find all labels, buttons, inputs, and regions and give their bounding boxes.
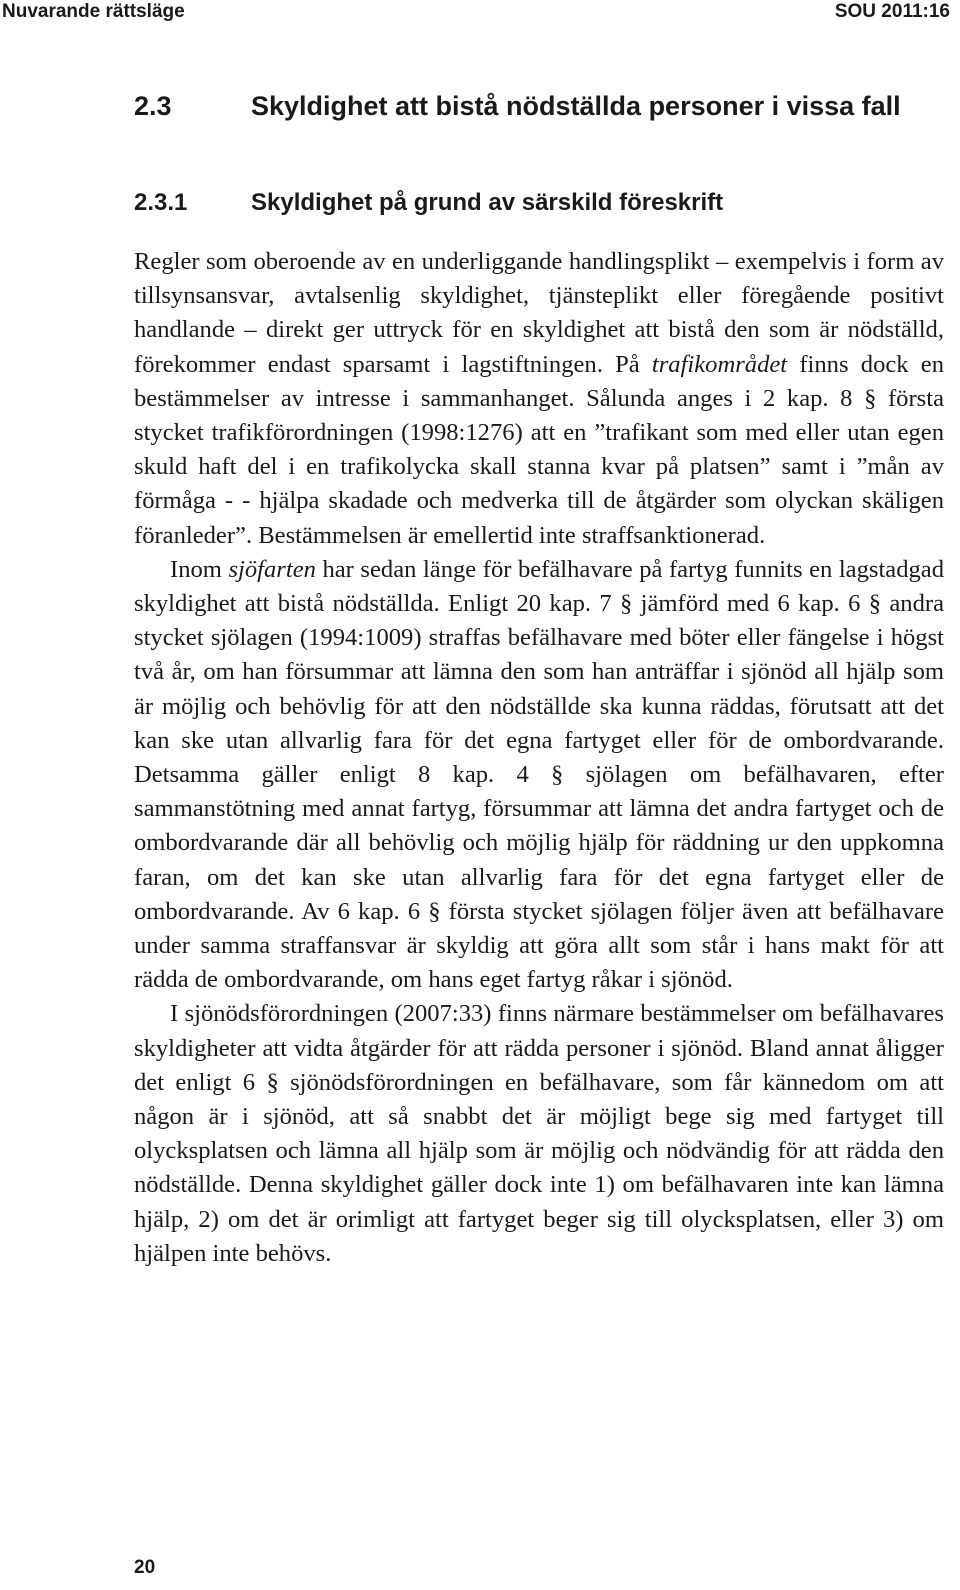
paragraph-2 (134, 553, 944, 998)
paragraph-1-part-b: finns dock en bestämmelser av intresse i sammanhanget. Sålunda anges i 2 kap. 8 § första stycket trafikförordningen (1998:1276) att en ”trafikant som med eller utan egen skuld haft del i en trafikolycka skall stanna kvar på platsen” samt i ”mån av förmåga - - hjälpa skadade och medverka till de åtgärder som olyckan skäligen föranleder”. Bestämmelsen är emellertid inte straffsanktionerad. (134, 350, 944, 549)
paragraph-3: I sjönödsförordningen (2007:33) finns närmare bestämmelser om befälhavares skyldigheter att vidta åtgärder för att rädda personer i sjönöd. Bland annat åligger det enligt 6 § sjönödsförordningen en befälhavare, som får kännedom om att någon är i sjönöd, att så snabbt det är möjligt bege sig med fartyget till olycksplatsen och lämna all hjälp som är möjlig och nödvändig för att rädda den nödställde. Denna skyldighet gäller dock inte 1) om befälhavaren inte kan lämna hjälp, 2) om det är orimligt att fartyget beger sig till olycksplatsen, eller 3) om hjälpen inte behövs. (134, 1000, 944, 1267)
paragraph-1-part-a: Regler som oberoende av en underliggande handlingsplikt – exempelvis i form av tillsynsansvar, avtalsenlig skyldighet, tjänsteplikt eller föregående positivt handlande – direkt ger uttryck för en skyldighet att bistå den som är nödställd, förekommer endast sparsamt i lagstiftningen. På (134, 248, 944, 378)
chapter-title: Nuvarande rättsläge (2, 1, 185, 22)
paragraph-2-part-a: Inom (170, 555, 229, 583)
paragraph-1 (134, 245, 944, 553)
body-text (134, 245, 944, 1271)
subsection-number: 2.3.1 (134, 189, 188, 216)
page-number: 20 (134, 1557, 156, 1578)
running-header (0, 0, 960, 24)
section-number: 2.3 (134, 91, 172, 121)
paragraph-1-emphasis: trafikområdet (651, 350, 788, 378)
subsection-title: Skyldighet på grund av särskild föreskrift (251, 189, 724, 216)
section-title: Skyldighet att bistå nödställda personer i vissa fall (251, 91, 901, 121)
document-reference: SOU 2011:16 (834, 1, 950, 22)
paragraph-2-part-b: har sedan länge för befälhavare på fartyg funnits en lagstadgad skyldighet att bistå nödställda. Enligt 20 kap. 7 § jämförd med 6 kap. 6 § andra stycket sjölagen (1994:1009) straffas befälhavare med böter eller fängelse i högst två år, om han försummar att lämna den som han anträffar i sjönöd all hjälp som är möjlig och behövlig för att den nödställde ska kunna räddas, förutsatt att det kan ske utan allvarlig fara för det egna fartyget eller för de ombordvarande. Detsamma gäller enligt 8 kap. 4 § sjölagen om befälhavaren, efter sammanstötning med annat fartyg, försummar att lämna det andra fartyget och de ombordvarande där all behövlig och möjlig hjälp för räddning ur den uppkomna faran, om det kan ske utan allvarlig fara för det egna fartyget eller de ombordvarande. Av 6 kap. 6 § första stycket sjölagen följer även att befälhavare under samma straffansvar är skyldig att göra allt som står i hans makt för att rädda de ombordvarande, om hans eget fartyg råkar i sjönöd. (134, 555, 945, 994)
paragraph-2-emphasis: sjöfarten (228, 555, 316, 583)
